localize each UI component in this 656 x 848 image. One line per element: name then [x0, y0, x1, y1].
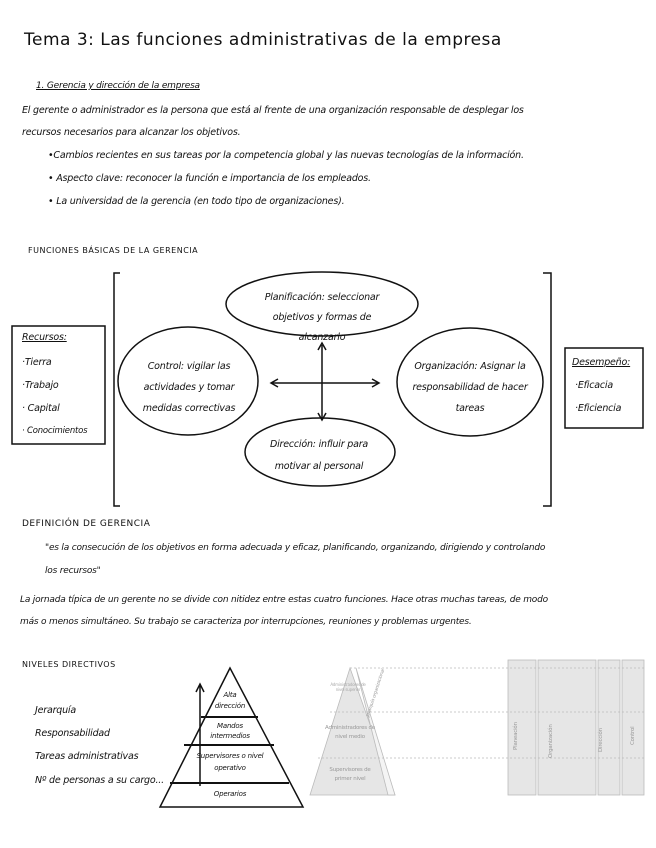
- figure-level: Administradores de nivel medio: [325, 725, 375, 740]
- paragraph-line: recursos necesarios para alcanzar los objetivos.: [22, 127, 241, 138]
- bullet-item: •Cambios recientes en sus tareas por la competencia global y las nuevas tecnologías de la información.: [48, 150, 524, 161]
- pyramid-level: Operarios: [213, 790, 247, 798]
- resource-item: · Capital: [22, 403, 60, 414]
- figure-axis-label: Jerarquía organizacional: [366, 668, 387, 718]
- resources-title: Recursos:: [22, 332, 67, 343]
- resource-item: ·Tierra: [22, 357, 52, 368]
- direction-text: Dirección: influir para motivar al personal: [269, 439, 369, 472]
- quote-line: "es la consecución de los objetivos en forma adecuada y eficaz, planificando, organizando, dirigiendo y controlando: [45, 543, 546, 553]
- figure-function: Control: [630, 726, 636, 745]
- levels-item: Tareas administrativas: [35, 751, 139, 762]
- levels-item: Nº de personas a su cargo...: [35, 775, 164, 786]
- resource-item: · Conocimientos: [22, 426, 88, 436]
- figure-level: Administradores de nivel superior: [330, 682, 366, 692]
- performance-item: ·Eficiencia: [575, 403, 622, 414]
- section-heading: 1. Gerencia y dirección de la empresa: [36, 81, 200, 91]
- paragraph-line: El gerente o administrador es la persona que está al frente de una organización responsable de desplegar los: [22, 105, 524, 116]
- levels-item: Jerarquía: [35, 705, 76, 716]
- levels-item: Responsabilidad: [35, 728, 110, 739]
- resource-item: ·Trabajo: [22, 380, 59, 391]
- quote-line: los recursos": [45, 566, 101, 576]
- figure-level: Supervisores de primer nivel: [329, 767, 371, 782]
- performance-title: Desempeño:: [572, 357, 631, 368]
- figure-function: Dirección: [598, 728, 604, 752]
- figure-function: Planeación: [513, 722, 519, 750]
- cross-arrows: [272, 345, 378, 418]
- page-title: Tema 3: Las funciones administrativas de la empresa: [24, 30, 502, 50]
- paragraph-line: La jornada típica de un gerente no se divide con nitidez entre estas cuatro funciones. Hace otras muchas tareas, de modo: [20, 595, 548, 605]
- bullet-item: • Aspecto clave: reconocer la función e importancia de los empleados.: [48, 173, 371, 184]
- organization-text: Organización: Asignar la responsabilidad de hacer tareas: [412, 361, 528, 414]
- right-bracket: [543, 273, 551, 506]
- performance-item: ·Eficacia: [575, 380, 613, 391]
- planning-text: Planificación: seleccionar objetivos y formas de alcanzarlo: [264, 292, 380, 343]
- pyramid-level: Alta dirección: [214, 691, 246, 710]
- paragraph-line: más o menos simultáneo. Su trabajo se caracteriza por interrupciones, reuniones y problemas urgentes.: [20, 617, 472, 627]
- diagram-heading: FUNCIONES BÁSICAS DE LA GERENCIA: [28, 246, 199, 255]
- figure-function: Organización: [548, 724, 554, 758]
- definition-heading: DEFINICIÓN DE GERENCIA: [22, 519, 151, 529]
- pyramid-level: Supervisores o nivel operativo: [196, 752, 264, 772]
- control-text: Control: vigilar las actividades y tomar medidas correctivas: [142, 361, 236, 414]
- bullet-item: • La universidad de la gerencia (en todo tipo de organizaciones).: [48, 196, 345, 207]
- pyramid-level: Mandos intermedios: [210, 722, 250, 740]
- levels-heading: NIVELES DIRECTIVOS: [22, 660, 116, 669]
